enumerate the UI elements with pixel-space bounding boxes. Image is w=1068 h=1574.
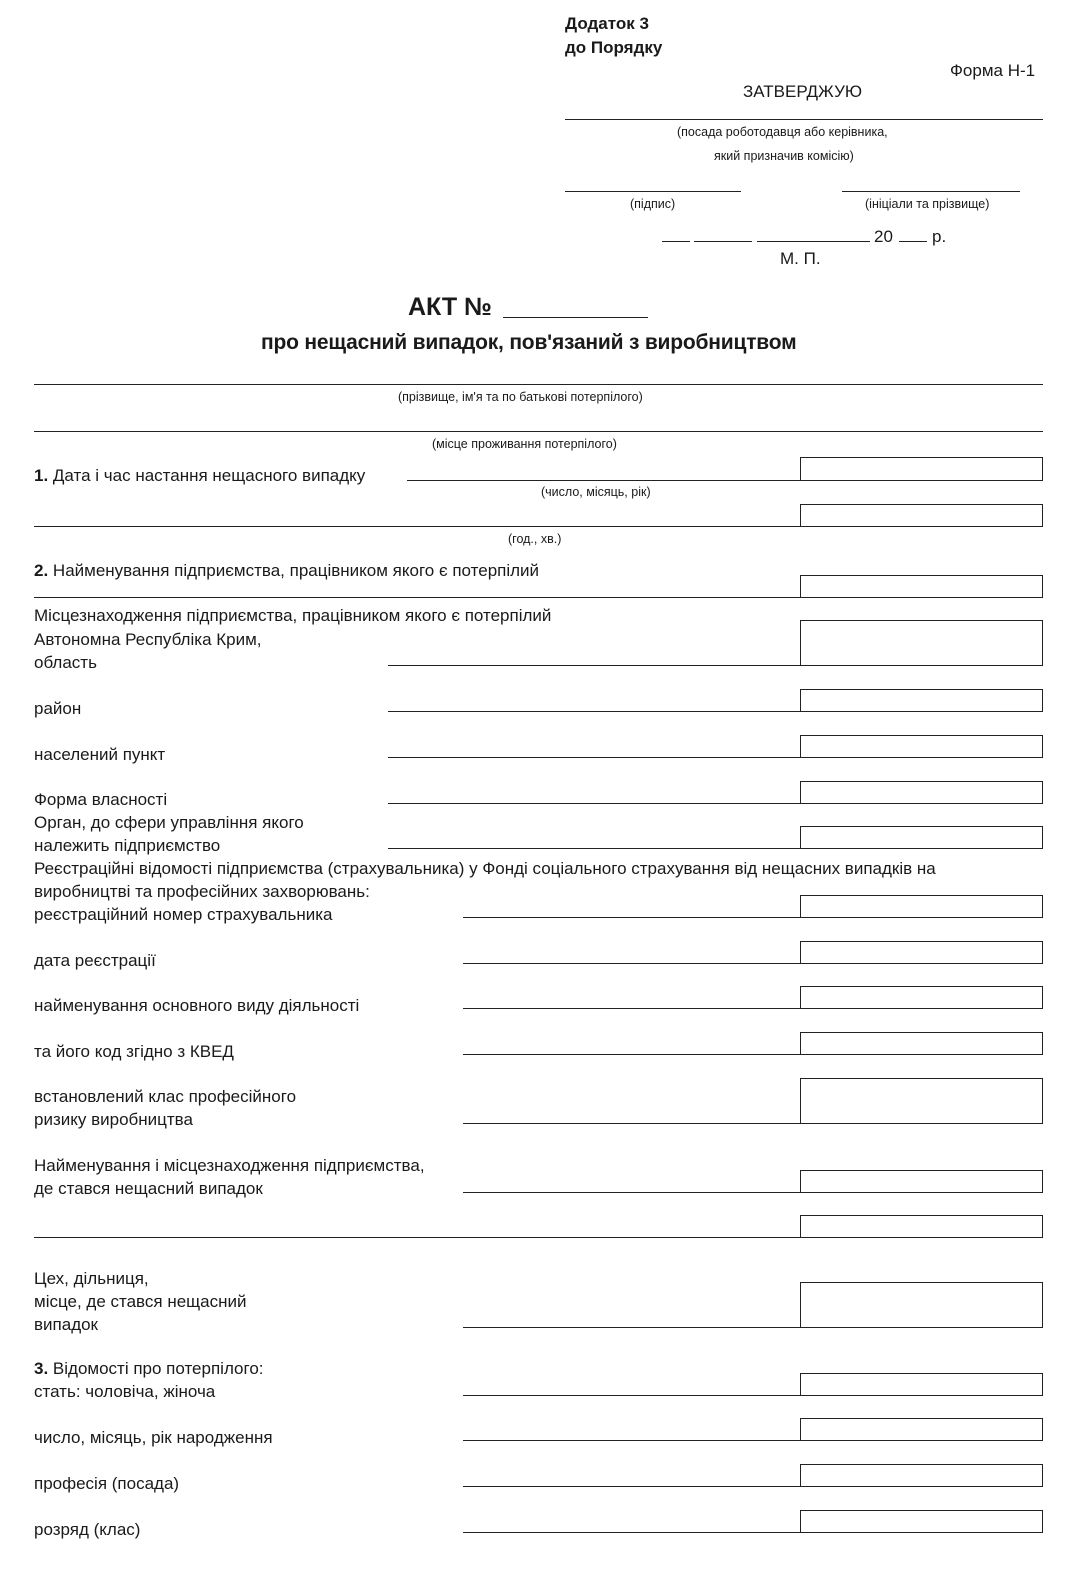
sex-line[interactable] [463, 1395, 800, 1396]
company-name-line[interactable] [34, 597, 800, 598]
signature-line[interactable] [565, 191, 741, 192]
approve-month-line-1[interactable] [694, 241, 752, 242]
grade-label: розряд (клас) [34, 1520, 141, 1539]
accident-company-code-box-2[interactable] [800, 1215, 1043, 1238]
approve-day-line[interactable] [662, 241, 690, 242]
year-suffix: р. [932, 227, 947, 246]
activity-code-box[interactable] [800, 986, 1043, 1009]
grade-line[interactable] [463, 1532, 800, 1533]
accident-company-line[interactable] [463, 1192, 800, 1193]
profession-label: професія (посада) [34, 1474, 180, 1493]
registration-label-2: виробництві та професійних захворювань: [34, 882, 370, 901]
initials-caption: (ініціали та прізвище) [865, 197, 990, 211]
accident-company-code-box[interactable] [800, 1170, 1043, 1193]
accident-date-caption: (число, місяць, рік) [541, 485, 651, 499]
section-3-label [34, 1357, 264, 1380]
accident-date-code-box[interactable] [800, 457, 1043, 481]
section-2-number: 2. [34, 561, 49, 580]
initials-line[interactable] [842, 191, 1020, 192]
victim-residence-line[interactable] [34, 431, 1043, 432]
sex-label: стать: чоловіча, жіноча [34, 1382, 216, 1401]
authority-label-2: належить підприємство [34, 836, 221, 855]
approve-year-line[interactable] [899, 241, 927, 242]
registration-label: Реєстраційні відомості підприємства (страхувальника) у Фонді соціального страхування від нещасних випадків на [34, 859, 936, 878]
workshop-label-3: випадок [34, 1315, 98, 1334]
oblast-code-box[interactable] [800, 620, 1043, 666]
workshop-label-2: місце, де стався нещасний [34, 1292, 247, 1311]
section-1-text: Дата і час настання нещасного випадку [52, 466, 366, 485]
act-subtitle: про нещасний випадок, пов'язаний з виробництвом [261, 331, 797, 354]
accident-company-label-2: де стався нещасний випадок [34, 1179, 263, 1198]
settlement-line[interactable] [388, 757, 800, 758]
stamp-label: М. П. [780, 249, 821, 268]
ownership-label: Форма власності [34, 790, 168, 809]
kved-label: та його код згідно з КВЕД [34, 1042, 234, 1061]
authority-code-box[interactable] [800, 826, 1043, 849]
act-title: АКТ № [408, 293, 493, 321]
accident-time-code-box[interactable] [800, 504, 1043, 527]
accident-company-line-2[interactable] [34, 1237, 800, 1238]
sex-code-box[interactable] [800, 1373, 1043, 1396]
section-2-text: Найменування підприємства, працівником якого є потерпілий [52, 561, 540, 580]
oblast-label: область [34, 653, 97, 672]
risk-class-label-2: ризику виробництва [34, 1110, 193, 1129]
victim-residence-caption: (місце проживання потерпілого) [432, 437, 617, 451]
reg-number-line[interactable] [463, 917, 800, 918]
risk-class-line[interactable] [463, 1123, 800, 1124]
settlement-label: населений пункт [34, 745, 166, 764]
birth-date-label: число, місяць, рік народження [34, 1428, 273, 1447]
form-code: Форма Н-1 [950, 61, 1036, 80]
appendix-number: Додаток 3 [565, 14, 649, 33]
section-3-text: Відомості про потерпілого: [52, 1359, 264, 1378]
profession-line[interactable] [463, 1486, 800, 1487]
section-2-label [34, 559, 539, 582]
ownership-code-box[interactable] [800, 781, 1043, 804]
appendix-reference: до Порядку [565, 38, 663, 57]
workshop-label: Цех, дільниця, [34, 1269, 149, 1288]
rayon-code-box[interactable] [800, 689, 1043, 712]
reg-date-code-box[interactable] [800, 941, 1043, 964]
ownership-line[interactable] [388, 803, 800, 804]
victim-name-caption: (прізвище, ім'я та по батькові потерпілого) [398, 390, 643, 404]
kved-line[interactable] [463, 1054, 800, 1055]
section-1-label [34, 464, 365, 487]
birth-date-code-box[interactable] [800, 1418, 1043, 1441]
approve-month-line-2[interactable] [757, 241, 870, 242]
authority-line[interactable] [388, 848, 800, 849]
signature-caption: (підпис) [630, 197, 676, 211]
reg-number-label: реєстраційний номер страхувальника [34, 905, 333, 924]
accident-company-label: Найменування і місцезнаходження підприємства, [34, 1156, 425, 1175]
company-name-code-box[interactable] [800, 575, 1043, 598]
rayon-label: район [34, 699, 82, 718]
accident-time-caption: (год., хв.) [508, 532, 562, 546]
position-caption: (посада роботодавця або керівника, [677, 125, 888, 139]
risk-class-code-box[interactable] [800, 1078, 1043, 1124]
act-number-line[interactable] [503, 317, 648, 318]
position-line[interactable] [565, 119, 1043, 120]
company-location-label: Місцезнаходження підприємства, працівником якого є потерпілий [34, 606, 552, 625]
position-caption-2: який призначив комісію) [714, 149, 854, 163]
birth-date-line[interactable] [463, 1440, 800, 1441]
approve-label: ЗАТВЕРДЖУЮ [743, 82, 863, 101]
workshop-line[interactable] [463, 1327, 800, 1328]
reg-number-code-box[interactable] [800, 895, 1043, 918]
activity-line[interactable] [463, 1008, 800, 1009]
reg-date-line[interactable] [463, 963, 800, 964]
activity-label: найменування основного виду діяльності [34, 996, 360, 1015]
workshop-code-box[interactable] [800, 1282, 1043, 1328]
kved-code-box[interactable] [800, 1032, 1043, 1055]
victim-name-line[interactable] [34, 384, 1043, 385]
accident-time-line[interactable] [34, 526, 800, 527]
rayon-line[interactable] [388, 711, 800, 712]
oblast-line[interactable] [388, 665, 800, 666]
grade-code-box[interactable] [800, 1510, 1043, 1533]
authority-label: Орган, до сфери управління якого [34, 813, 304, 832]
settlement-code-box[interactable] [800, 735, 1043, 758]
year-prefix: 20 [874, 227, 893, 246]
section-3-number: 3. [34, 1359, 49, 1378]
risk-class-label: встановлений клас професійного [34, 1087, 297, 1106]
profession-code-box[interactable] [800, 1464, 1043, 1487]
accident-date-line[interactable] [407, 480, 800, 481]
crimea-label: Автономна Республіка Крим, [34, 630, 262, 649]
reg-date-label: дата реєстрації [34, 951, 156, 970]
section-1-number: 1. [34, 466, 49, 485]
